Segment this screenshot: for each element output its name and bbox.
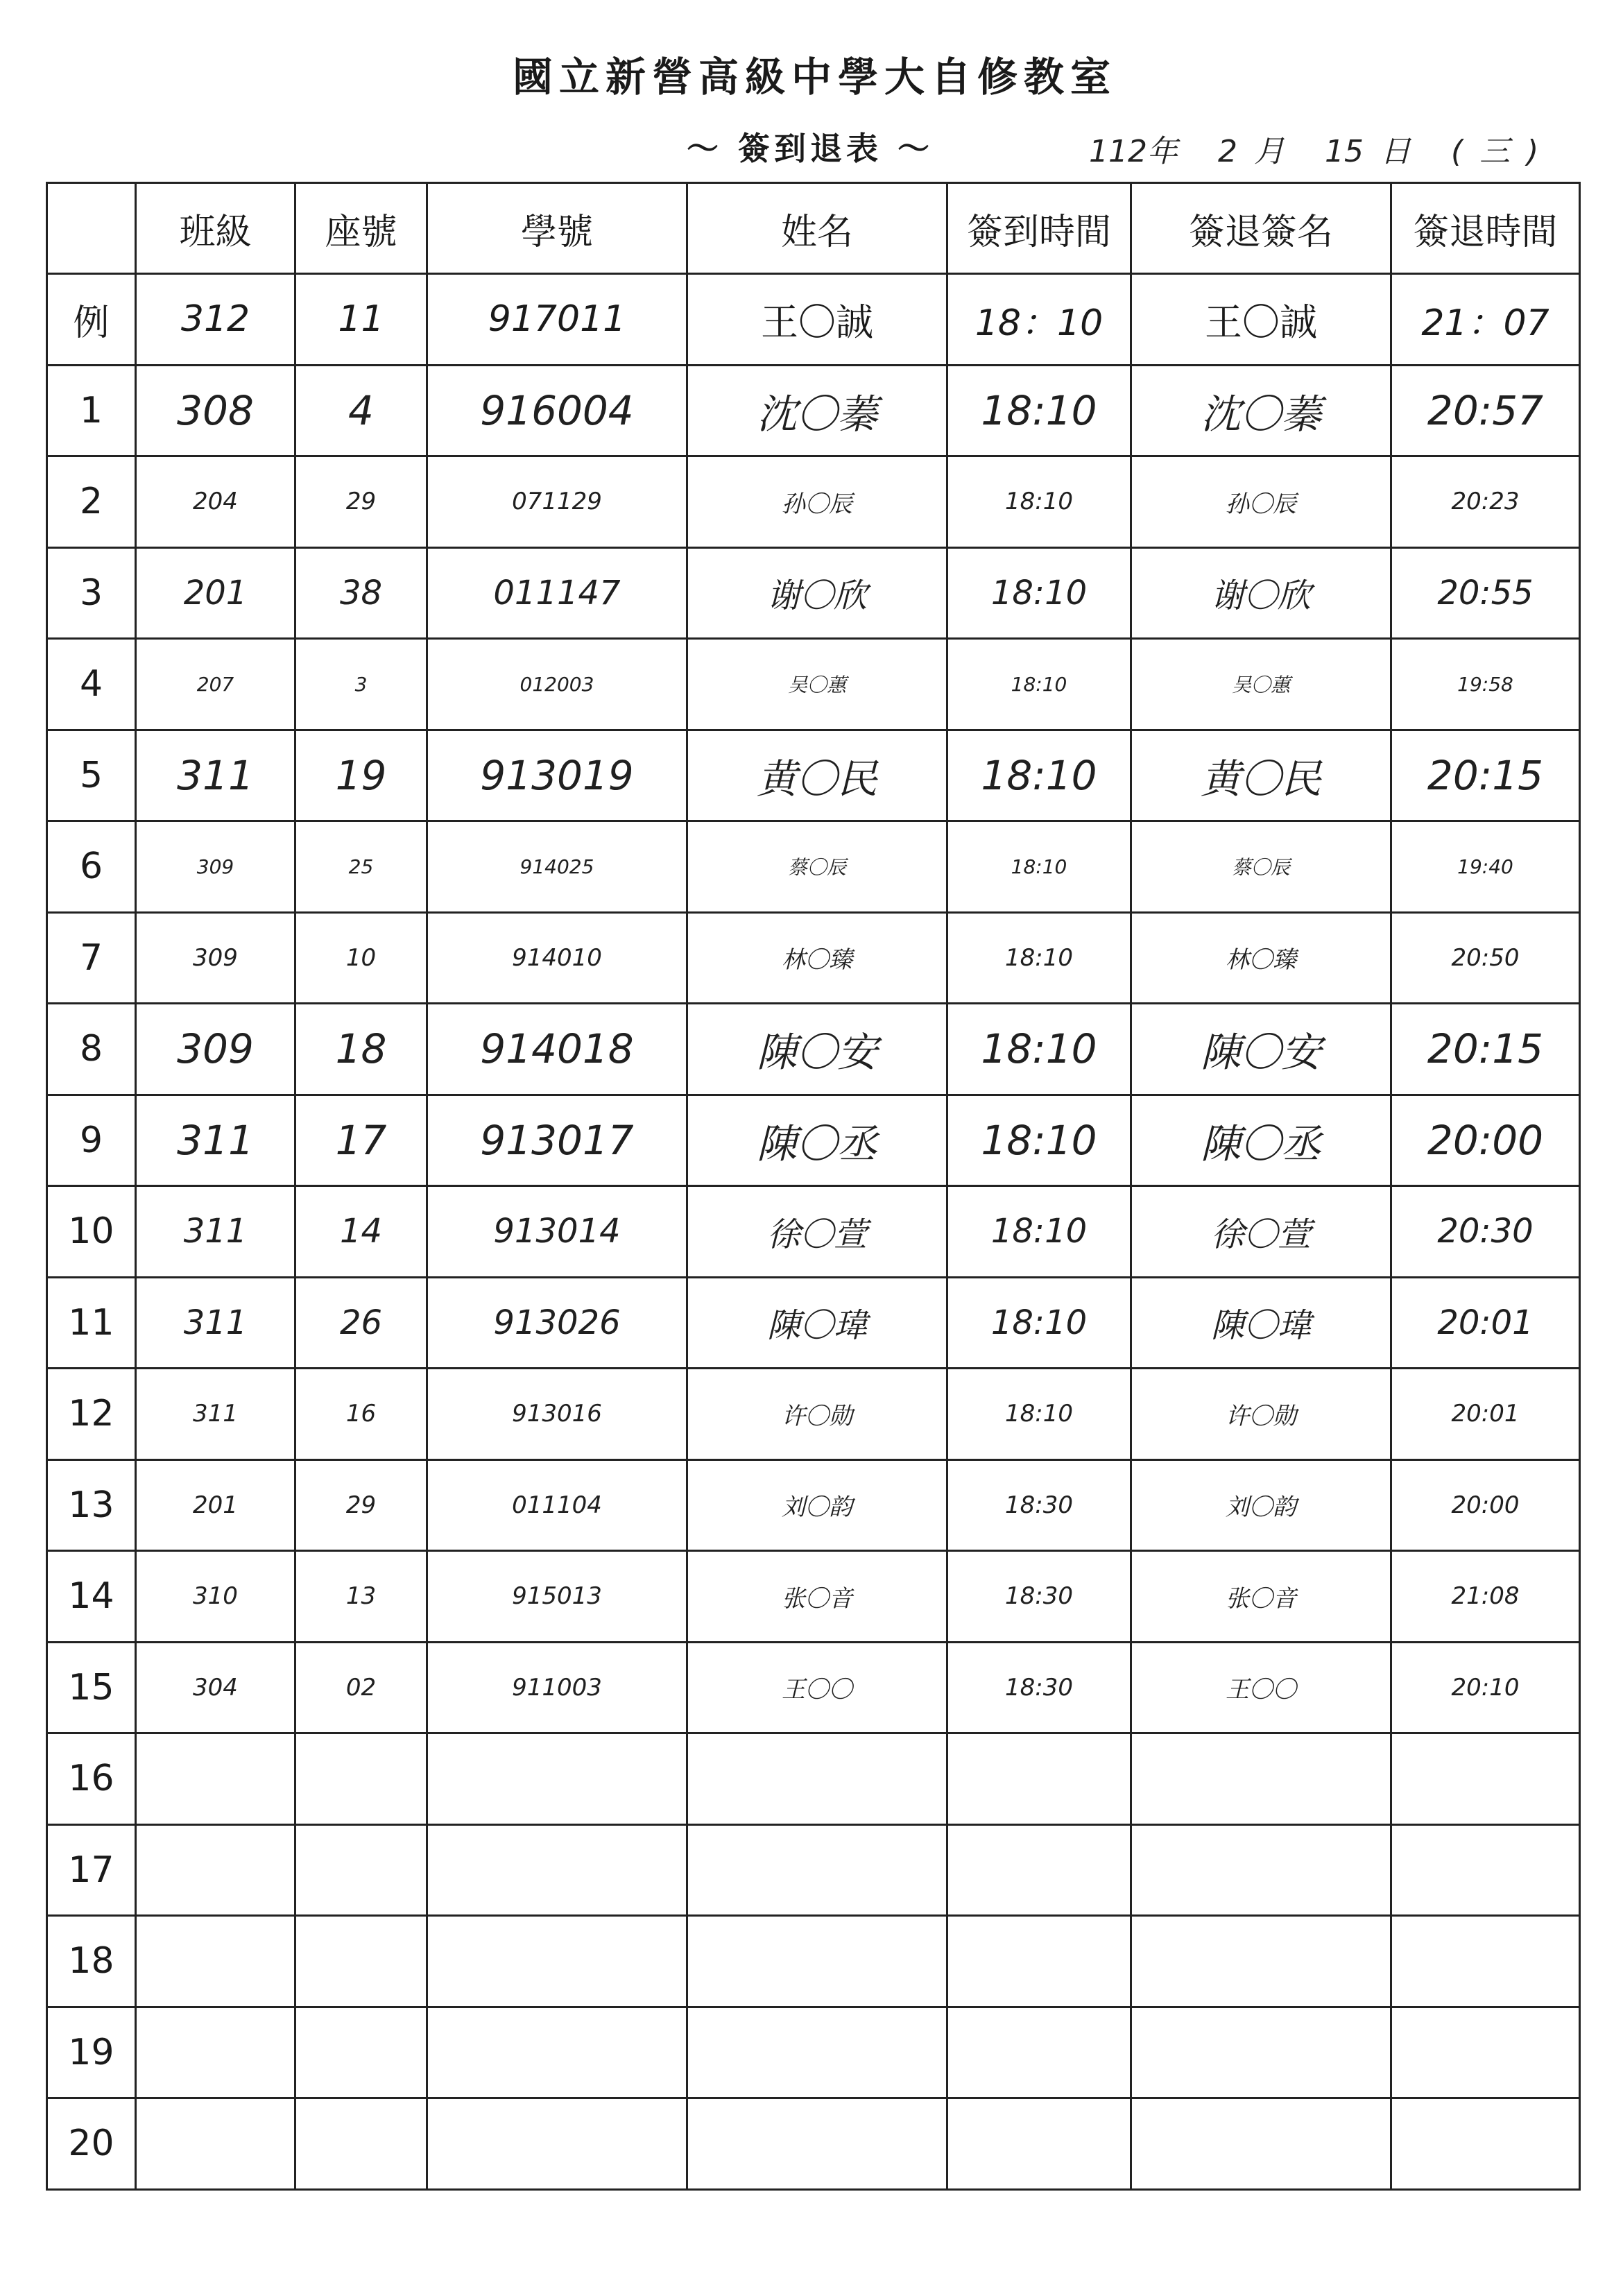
cell-out-signature[interactable]: 林〇臻 bbox=[1131, 912, 1391, 1004]
cell-in-time[interactable] bbox=[947, 1824, 1131, 1916]
row-number: 2 bbox=[47, 456, 136, 548]
cell-in-time[interactable] bbox=[947, 2007, 1131, 2098]
cell-name[interactable] bbox=[687, 1824, 947, 1916]
example-seat: 11 bbox=[295, 274, 427, 366]
cell-out-time[interactable]: 19:40 bbox=[1391, 821, 1580, 913]
row-number: 13 bbox=[47, 1459, 136, 1551]
cell-in-time[interactable] bbox=[947, 1733, 1131, 1825]
date-day: 15 日 bbox=[1324, 134, 1411, 169]
cell-in-time[interactable]: 18:10 bbox=[947, 821, 1131, 913]
cell-in-time[interactable] bbox=[947, 2098, 1131, 2190]
cell-out-signature[interactable]: 徐〇萱 bbox=[1131, 1186, 1391, 1278]
cell-student-id[interactable] bbox=[427, 1824, 687, 1916]
row-number: 16 bbox=[47, 1733, 136, 1825]
cell-seat[interactable]: 38 bbox=[295, 547, 427, 639]
row-number: 15 bbox=[47, 1642, 136, 1733]
cell-name[interactable]: 许〇勋 bbox=[687, 1369, 947, 1460]
cell-student-id[interactable]: 915013 bbox=[427, 1551, 687, 1643]
example-name: 王〇誠 bbox=[687, 274, 947, 366]
cell-class[interactable]: 204 bbox=[136, 456, 295, 548]
table-row bbox=[47, 1459, 1580, 1551]
cell-out-signature[interactable]: 吴〇蕙 bbox=[1131, 639, 1391, 730]
row-number: 1 bbox=[47, 365, 136, 456]
cell-out-time[interactable]: 20:15 bbox=[1391, 1004, 1580, 1095]
cell-student-id[interactable]: 071129 bbox=[427, 456, 687, 548]
table-row bbox=[47, 456, 1580, 548]
cell-student-id[interactable]: 913016 bbox=[427, 1369, 687, 1460]
cell-out-time[interactable]: 19:58 bbox=[1391, 639, 1580, 730]
cell-out-time[interactable]: 20:57 bbox=[1391, 365, 1580, 456]
cell-out-time[interactable]: 20:55 bbox=[1391, 547, 1580, 639]
cell-in-time[interactable]: 18:10 bbox=[947, 912, 1131, 1004]
cell-name[interactable]: 陳〇瑋 bbox=[687, 1277, 947, 1369]
example-out-signature: 王〇誠 bbox=[1131, 274, 1391, 366]
cell-out-signature[interactable]: 蔡〇辰 bbox=[1131, 821, 1391, 913]
cell-student-id[interactable]: 913014 bbox=[427, 1186, 687, 1278]
cell-seat[interactable]: 25 bbox=[295, 821, 427, 913]
cell-out-time[interactable]: 20:00 bbox=[1391, 1459, 1580, 1551]
cell-seat[interactable]: 29 bbox=[295, 456, 427, 548]
cell-student-id[interactable] bbox=[427, 2007, 687, 2098]
date-year: 112年 bbox=[1089, 134, 1178, 169]
sheet-title: 國立新營高級中學大自修教室 bbox=[512, 53, 1117, 101]
cell-class[interactable]: 304 bbox=[136, 1642, 295, 1733]
cell-class[interactable]: 310 bbox=[136, 1551, 295, 1643]
table-row bbox=[47, 1916, 1580, 2007]
cell-student-id[interactable]: 914025 bbox=[427, 821, 687, 913]
example-label: 例 bbox=[47, 274, 136, 366]
cell-student-id[interactable]: 913026 bbox=[427, 1277, 687, 1369]
table-row bbox=[47, 639, 1580, 730]
cell-class[interactable] bbox=[136, 2098, 295, 2190]
cell-name[interactable]: 蔡〇辰 bbox=[687, 821, 947, 913]
cell-in-time[interactable]: 18:10 bbox=[947, 365, 1131, 456]
cell-student-id[interactable]: 011104 bbox=[427, 1459, 687, 1551]
row-number: 11 bbox=[47, 1277, 136, 1369]
cell-name[interactable] bbox=[687, 2098, 947, 2190]
cell-class[interactable] bbox=[136, 2007, 295, 2098]
cell-name[interactable]: 沈〇蓁 bbox=[687, 365, 947, 456]
row-number: 10 bbox=[47, 1186, 136, 1278]
cell-class[interactable]: 309 bbox=[136, 821, 295, 913]
cell-student-id[interactable] bbox=[427, 2098, 687, 2190]
cell-class[interactable]: 201 bbox=[136, 1459, 295, 1551]
cell-name[interactable]: 吴〇蕙 bbox=[687, 639, 947, 730]
cell-seat[interactable]: 02 bbox=[295, 1642, 427, 1733]
cell-class[interactable] bbox=[136, 1916, 295, 2007]
row-number: 6 bbox=[47, 821, 136, 913]
cell-class[interactable]: 311 bbox=[136, 1369, 295, 1460]
cell-seat[interactable]: 19 bbox=[295, 730, 427, 821]
cell-out-signature[interactable] bbox=[1131, 1733, 1391, 1825]
row-number: 3 bbox=[47, 547, 136, 639]
cell-class[interactable]: 309 bbox=[136, 1004, 295, 1095]
table-row bbox=[47, 1095, 1580, 1186]
cell-name[interactable]: 张〇音 bbox=[687, 1551, 947, 1643]
cell-name[interactable]: 陳〇丞 bbox=[687, 1095, 947, 1186]
col-header-name: 姓名 bbox=[687, 183, 947, 274]
cell-out-time[interactable] bbox=[1391, 1916, 1580, 2007]
cell-student-id[interactable] bbox=[427, 1733, 687, 1825]
cell-name[interactable]: 王〇〇 bbox=[687, 1642, 947, 1733]
table-row bbox=[47, 1824, 1580, 1916]
table-row bbox=[47, 821, 1580, 913]
table-row bbox=[47, 1369, 1580, 1460]
row-number: 14 bbox=[47, 1551, 136, 1643]
cell-name[interactable]: 孙〇辰 bbox=[687, 456, 947, 548]
cell-out-signature[interactable]: 陳〇安 bbox=[1131, 1004, 1391, 1095]
cell-name[interactable]: 谢〇欣 bbox=[687, 547, 947, 639]
row-number: 17 bbox=[47, 1824, 136, 1916]
cell-out-time[interactable]: 20:15 bbox=[1391, 730, 1580, 821]
cell-name[interactable] bbox=[687, 1733, 947, 1825]
cell-out-signature[interactable]: 孙〇辰 bbox=[1131, 456, 1391, 548]
row-number: 20 bbox=[47, 2098, 136, 2190]
cell-out-time[interactable]: 20:01 bbox=[1391, 1277, 1580, 1369]
cell-student-id[interactable]: 914010 bbox=[427, 912, 687, 1004]
cell-class[interactable]: 309 bbox=[136, 912, 295, 1004]
cell-in-time[interactable]: 18:30 bbox=[947, 1459, 1131, 1551]
cell-student-id[interactable]: 916004 bbox=[427, 365, 687, 456]
date-weekday: ( 三 ) bbox=[1450, 134, 1539, 169]
table-row bbox=[47, 1186, 1580, 1278]
row-number: 8 bbox=[47, 1004, 136, 1095]
cell-class[interactable]: 311 bbox=[136, 730, 295, 821]
cell-class[interactable] bbox=[136, 1824, 295, 1916]
cell-in-time[interactable]: 18:10 bbox=[947, 639, 1131, 730]
cell-name[interactable]: 陳〇安 bbox=[687, 1004, 947, 1095]
cell-seat[interactable]: 13 bbox=[295, 1551, 427, 1643]
cell-out-signature[interactable]: 张〇音 bbox=[1131, 1551, 1391, 1643]
cell-student-id[interactable]: 911003 bbox=[427, 1642, 687, 1733]
cell-out-signature[interactable] bbox=[1131, 1916, 1391, 2007]
example-class: 312 bbox=[136, 274, 295, 366]
cell-out-signature[interactable]: 沈〇蓁 bbox=[1131, 365, 1391, 456]
cell-in-time[interactable]: 18:30 bbox=[947, 1551, 1131, 1643]
cell-out-time[interactable]: 21:08 bbox=[1391, 1551, 1580, 1643]
cell-seat[interactable]: 3 bbox=[295, 639, 427, 730]
cell-name[interactable]: 徐〇萱 bbox=[687, 1186, 947, 1278]
cell-in-time[interactable]: 18:10 bbox=[947, 730, 1131, 821]
cell-out-time[interactable]: 20:00 bbox=[1391, 1095, 1580, 1186]
col-header-seat: 座號 bbox=[295, 183, 427, 274]
table-row bbox=[47, 547, 1580, 639]
row-number: 7 bbox=[47, 912, 136, 1004]
cell-name[interactable] bbox=[687, 2007, 947, 2098]
cell-seat[interactable] bbox=[295, 1824, 427, 1916]
col-header-class: 班級 bbox=[136, 183, 295, 274]
cell-student-id[interactable]: 012003 bbox=[427, 639, 687, 730]
cell-seat[interactable] bbox=[295, 2007, 427, 2098]
table-row bbox=[47, 730, 1580, 821]
col-header-out-time: 簽退時間 bbox=[1391, 183, 1580, 274]
table-row bbox=[47, 912, 1580, 1004]
cell-seat[interactable]: 18 bbox=[295, 1004, 427, 1095]
cell-in-time[interactable]: 18:10 bbox=[947, 1369, 1131, 1460]
cell-out-signature[interactable]: 陳〇瑋 bbox=[1131, 1277, 1391, 1369]
row-number: 18 bbox=[47, 1916, 136, 2007]
example-out-time: 21：07 bbox=[1391, 274, 1580, 366]
cell-class[interactable] bbox=[136, 1733, 295, 1825]
date-month: 2 月 bbox=[1217, 134, 1285, 169]
table-row bbox=[47, 365, 1580, 456]
cell-seat[interactable]: 4 bbox=[295, 365, 427, 456]
cell-out-signature[interactable]: 谢〇欣 bbox=[1131, 547, 1391, 639]
cell-student-id[interactable] bbox=[427, 1916, 687, 2007]
cell-seat[interactable] bbox=[295, 2098, 427, 2190]
col-header-out-signature: 簽退簽名 bbox=[1131, 183, 1391, 274]
cell-in-time[interactable]: 18:10 bbox=[947, 547, 1131, 639]
cell-student-id[interactable]: 914018 bbox=[427, 1004, 687, 1095]
cell-seat[interactable]: 26 bbox=[295, 1277, 427, 1369]
cell-seat[interactable]: 14 bbox=[295, 1186, 427, 1278]
table-row bbox=[47, 2098, 1580, 2190]
example-row bbox=[47, 274, 1580, 366]
sign-in-table bbox=[46, 182, 1581, 2191]
col-header-in-time: 簽到時間 bbox=[947, 183, 1131, 274]
cell-seat[interactable]: 29 bbox=[295, 1459, 427, 1551]
row-number: 4 bbox=[47, 639, 136, 730]
cell-in-time[interactable] bbox=[947, 1916, 1131, 2007]
cell-in-time[interactable]: 18:10 bbox=[947, 456, 1131, 548]
cell-name[interactable] bbox=[687, 1916, 947, 2007]
cell-name[interactable]: 刘〇韵 bbox=[687, 1459, 947, 1551]
table-row bbox=[47, 1642, 1580, 1733]
table-row bbox=[47, 1004, 1580, 1095]
cell-out-signature[interactable] bbox=[1131, 2007, 1391, 2098]
cell-class[interactable]: 311 bbox=[136, 1095, 295, 1186]
cell-class[interactable]: 311 bbox=[136, 1186, 295, 1278]
sheet-subtitle: ～ 簽到退表 ～ bbox=[687, 130, 934, 167]
sheet-date bbox=[1089, 126, 1562, 171]
cell-out-time[interactable]: 20:10 bbox=[1391, 1642, 1580, 1733]
cell-in-time[interactable]: 18:10 bbox=[947, 1277, 1131, 1369]
cell-out-signature[interactable]: 许〇勋 bbox=[1131, 1369, 1391, 1460]
cell-seat[interactable]: 17 bbox=[295, 1095, 427, 1186]
cell-name[interactable]: 黄〇民 bbox=[687, 730, 947, 821]
cell-out-time[interactable] bbox=[1391, 2007, 1580, 2098]
cell-out-signature[interactable] bbox=[1131, 1824, 1391, 1916]
cell-in-time[interactable]: 18:30 bbox=[947, 1642, 1131, 1733]
cell-in-time[interactable]: 18:10 bbox=[947, 1186, 1131, 1278]
cell-out-signature[interactable]: 陳〇丞 bbox=[1131, 1095, 1391, 1186]
cell-seat[interactable]: 16 bbox=[295, 1369, 427, 1460]
cell-in-time[interactable]: 18:10 bbox=[947, 1095, 1131, 1186]
cell-out-signature[interactable] bbox=[1131, 2098, 1391, 2190]
col-header-student-id: 學號 bbox=[427, 183, 687, 274]
cell-out-signature[interactable]: 黄〇民 bbox=[1131, 730, 1391, 821]
cell-seat[interactable] bbox=[295, 1916, 427, 2007]
cell-seat[interactable] bbox=[295, 1733, 427, 1825]
cell-out-time[interactable]: 20:30 bbox=[1391, 1186, 1580, 1278]
cell-out-time[interactable]: 20:50 bbox=[1391, 912, 1580, 1004]
cell-student-id[interactable]: 011147 bbox=[427, 547, 687, 639]
cell-seat[interactable]: 10 bbox=[295, 912, 427, 1004]
cell-in-time[interactable]: 18:10 bbox=[947, 1004, 1131, 1095]
cell-class[interactable]: 308 bbox=[136, 365, 295, 456]
example-student-id: 917011 bbox=[427, 274, 687, 366]
cell-out-signature[interactable]: 刘〇韵 bbox=[1131, 1459, 1391, 1551]
row-number: 19 bbox=[47, 2007, 136, 2098]
table-row bbox=[47, 1551, 1580, 1643]
cell-class[interactable]: 311 bbox=[136, 1277, 295, 1369]
row-number: 9 bbox=[47, 1095, 136, 1186]
cell-out-time[interactable] bbox=[1391, 1733, 1580, 1825]
cell-student-id[interactable]: 913017 bbox=[427, 1095, 687, 1186]
table-row bbox=[47, 1277, 1580, 1369]
table-row bbox=[47, 1733, 1580, 1825]
table-row bbox=[47, 2007, 1580, 2098]
example-in-time: 18：10 bbox=[947, 274, 1131, 366]
cell-out-time[interactable]: 20:23 bbox=[1391, 456, 1580, 548]
row-number: 12 bbox=[47, 1369, 136, 1460]
cell-out-time[interactable]: 20:01 bbox=[1391, 1369, 1580, 1460]
cell-class[interactable]: 207 bbox=[136, 639, 295, 730]
header-row bbox=[47, 183, 1580, 274]
cell-student-id[interactable]: 913019 bbox=[427, 730, 687, 821]
row-number: 5 bbox=[47, 730, 136, 821]
col-header-index bbox=[47, 183, 136, 274]
cell-out-time[interactable] bbox=[1391, 1824, 1580, 1916]
cell-out-signature[interactable]: 王〇〇 bbox=[1131, 1642, 1391, 1733]
cell-name[interactable]: 林〇臻 bbox=[687, 912, 947, 1004]
cell-out-time[interactable] bbox=[1391, 2098, 1580, 2190]
cell-class[interactable]: 201 bbox=[136, 547, 295, 639]
